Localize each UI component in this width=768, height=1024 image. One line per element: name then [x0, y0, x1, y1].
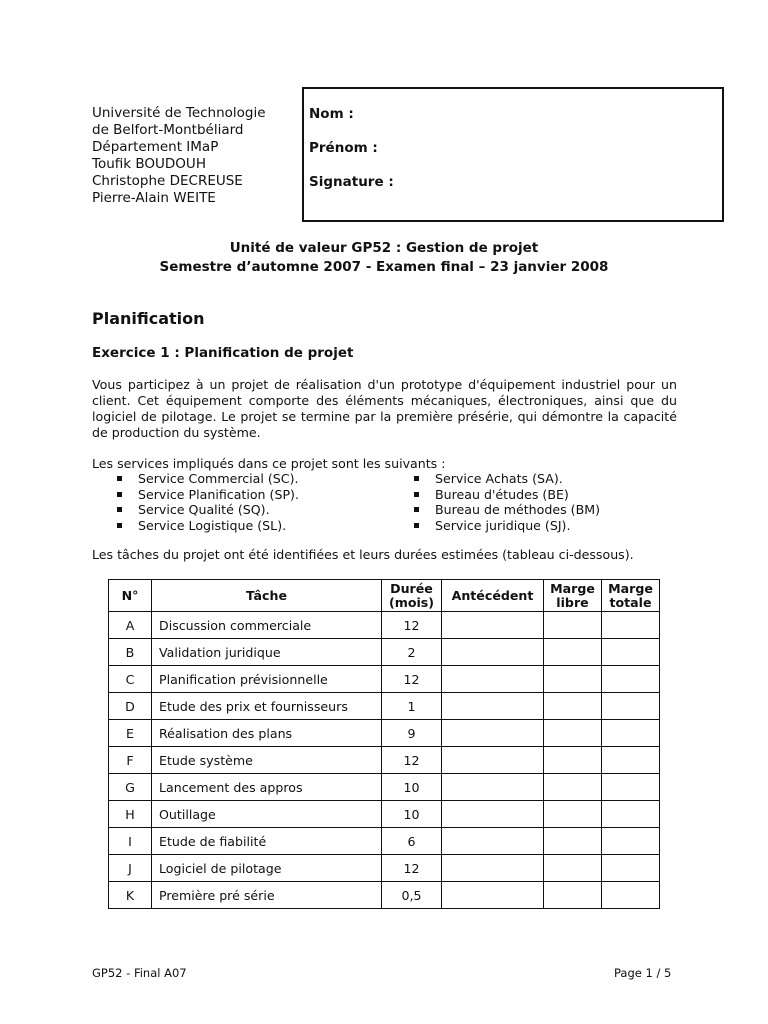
task-duration-cell: 10	[382, 801, 442, 828]
total-float-cell	[602, 828, 660, 855]
service-item: Service Commercial (SC).	[114, 471, 299, 487]
col-header-task: Tâche	[152, 580, 382, 612]
total-float-cell	[602, 612, 660, 639]
author-line: Pierre-Alain WEITE	[92, 190, 216, 206]
service-item: Service Achats (SA).	[411, 471, 600, 487]
task-name-cell: Validation juridique	[152, 639, 382, 666]
predecessor-cell	[442, 720, 544, 747]
task-duration-cell: 0,5	[382, 882, 442, 909]
service-item: Service Planification (SP).	[114, 487, 299, 503]
free-float-cell	[544, 882, 602, 909]
task-name-cell: Réalisation des plans	[152, 720, 382, 747]
table-row	[109, 720, 660, 747]
tasks-intro: Les tâches du projet ont été identifiées et leurs durées estimées (tableau ci-dessous).	[92, 547, 634, 562]
free-float-cell	[544, 666, 602, 693]
task-id-cell: F	[109, 747, 152, 774]
table-row	[109, 639, 660, 666]
name-label: Nom :	[309, 106, 354, 122]
institution-block	[92, 105, 266, 207]
free-float-cell	[544, 639, 602, 666]
predecessor-cell	[442, 747, 544, 774]
service-item: Bureau de méthodes (BM)	[411, 502, 600, 518]
task-duration-cell: 10	[382, 774, 442, 801]
predecessor-cell	[442, 882, 544, 909]
task-id-cell: C	[109, 666, 152, 693]
document-title-line2: Semestre d’automne 2007 - Examen final – 23 janvier 2008	[159, 259, 609, 275]
table-row	[109, 828, 660, 855]
total-float-cell	[602, 666, 660, 693]
institution-line: de Belfort-Montbéliard	[92, 122, 244, 138]
table-row	[109, 693, 660, 720]
task-id-cell: K	[109, 882, 152, 909]
footer-page-number: Page 1 / 5	[614, 966, 672, 980]
table-header-row	[109, 580, 660, 612]
table-row	[109, 612, 660, 639]
task-name-cell: Etude système	[152, 747, 382, 774]
task-id-cell: J	[109, 855, 152, 882]
predecessor-cell	[442, 828, 544, 855]
col-header-number: N°	[109, 580, 152, 612]
task-id-cell: B	[109, 639, 152, 666]
free-float-cell	[544, 693, 602, 720]
task-id-cell: A	[109, 612, 152, 639]
services-list-right	[411, 471, 600, 533]
table-row	[109, 855, 660, 882]
task-name-cell: Planification prévisionnelle	[152, 666, 382, 693]
institution-line: Université de Technologie	[92, 105, 266, 121]
task-id-cell: G	[109, 774, 152, 801]
col-header-duration: Durée (mois)	[382, 580, 442, 612]
predecessor-cell	[442, 855, 544, 882]
col-header-free-float: Marge libre	[544, 580, 602, 612]
task-id-cell: H	[109, 801, 152, 828]
task-name-cell: Etude de fiabilité	[152, 828, 382, 855]
free-float-cell	[544, 612, 602, 639]
institution-line: Département IMaP	[92, 139, 219, 155]
task-name-cell: Logiciel de pilotage	[152, 855, 382, 882]
predecessor-cell	[442, 666, 544, 693]
services-list-left	[114, 471, 299, 533]
author-line: Toufik BOUDOUH	[92, 156, 206, 172]
service-item: Service Logistique (SL).	[114, 518, 299, 534]
free-float-cell	[544, 747, 602, 774]
tasks-table	[108, 579, 660, 909]
task-id-cell: E	[109, 720, 152, 747]
task-duration-cell: 12	[382, 747, 442, 774]
document-title-line1: Unité de valeur GP52 : Gestion de projet	[229, 240, 539, 256]
free-float-cell	[544, 720, 602, 747]
total-float-cell	[602, 693, 660, 720]
free-float-cell	[544, 855, 602, 882]
free-float-cell	[544, 801, 602, 828]
free-float-cell	[544, 774, 602, 801]
table-row	[109, 747, 660, 774]
total-float-cell	[602, 747, 660, 774]
predecessor-cell	[442, 639, 544, 666]
student-info-box	[302, 87, 724, 222]
task-duration-cell: 1	[382, 693, 442, 720]
predecessor-cell	[442, 693, 544, 720]
table-row	[109, 801, 660, 828]
exercise-heading: Exercice 1 : Planification de projet	[92, 345, 354, 361]
signature-label: Signature :	[309, 174, 394, 190]
total-float-cell	[602, 720, 660, 747]
predecessor-cell	[442, 612, 544, 639]
service-item: Service juridique (SJ).	[411, 518, 600, 534]
task-duration-cell: 12	[382, 612, 442, 639]
footer-course: GP52 - Final A07	[92, 966, 187, 980]
task-name-cell: Première pré série	[152, 882, 382, 909]
author-line: Christophe DECREUSE	[92, 173, 243, 189]
services-intro: Les services impliqués dans ce projet sont les suivants :	[92, 456, 446, 471]
task-id-cell: D	[109, 693, 152, 720]
total-float-cell	[602, 639, 660, 666]
service-item: Bureau d'études (BE)	[411, 487, 600, 503]
task-name-cell: Lancement des appros	[152, 774, 382, 801]
predecessor-cell	[442, 774, 544, 801]
free-float-cell	[544, 828, 602, 855]
total-float-cell	[602, 774, 660, 801]
total-float-cell	[602, 882, 660, 909]
col-header-predecessor: Antécédent	[442, 580, 544, 612]
table-row	[109, 882, 660, 909]
table-row	[109, 774, 660, 801]
task-duration-cell: 9	[382, 720, 442, 747]
task-duration-cell: 6	[382, 828, 442, 855]
col-header-total-float: Marge totale	[602, 580, 660, 612]
task-duration-cell: 12	[382, 666, 442, 693]
firstname-label: Prénom :	[309, 140, 378, 156]
total-float-cell	[602, 855, 660, 882]
task-name-cell: Discussion commerciale	[152, 612, 382, 639]
section-heading: Planification	[92, 309, 205, 328]
table-row	[109, 666, 660, 693]
total-float-cell	[602, 801, 660, 828]
task-duration-cell: 12	[382, 855, 442, 882]
task-name-cell: Outillage	[152, 801, 382, 828]
predecessor-cell	[442, 801, 544, 828]
task-duration-cell: 2	[382, 639, 442, 666]
intro-paragraph: Vous participez à un projet de réalisation d'un prototype d'équipement industriel pour un client. Cet équipement comporte des éléments mécaniques, électroniques, ainsi que du logiciel de pilotage. Le projet se termine par la première présérie, qui démontre la capacité de production du système.	[92, 377, 677, 440]
service-item: Service Qualité (SQ).	[114, 502, 299, 518]
task-name-cell: Etude des prix et fournisseurs	[152, 693, 382, 720]
task-id-cell: I	[109, 828, 152, 855]
